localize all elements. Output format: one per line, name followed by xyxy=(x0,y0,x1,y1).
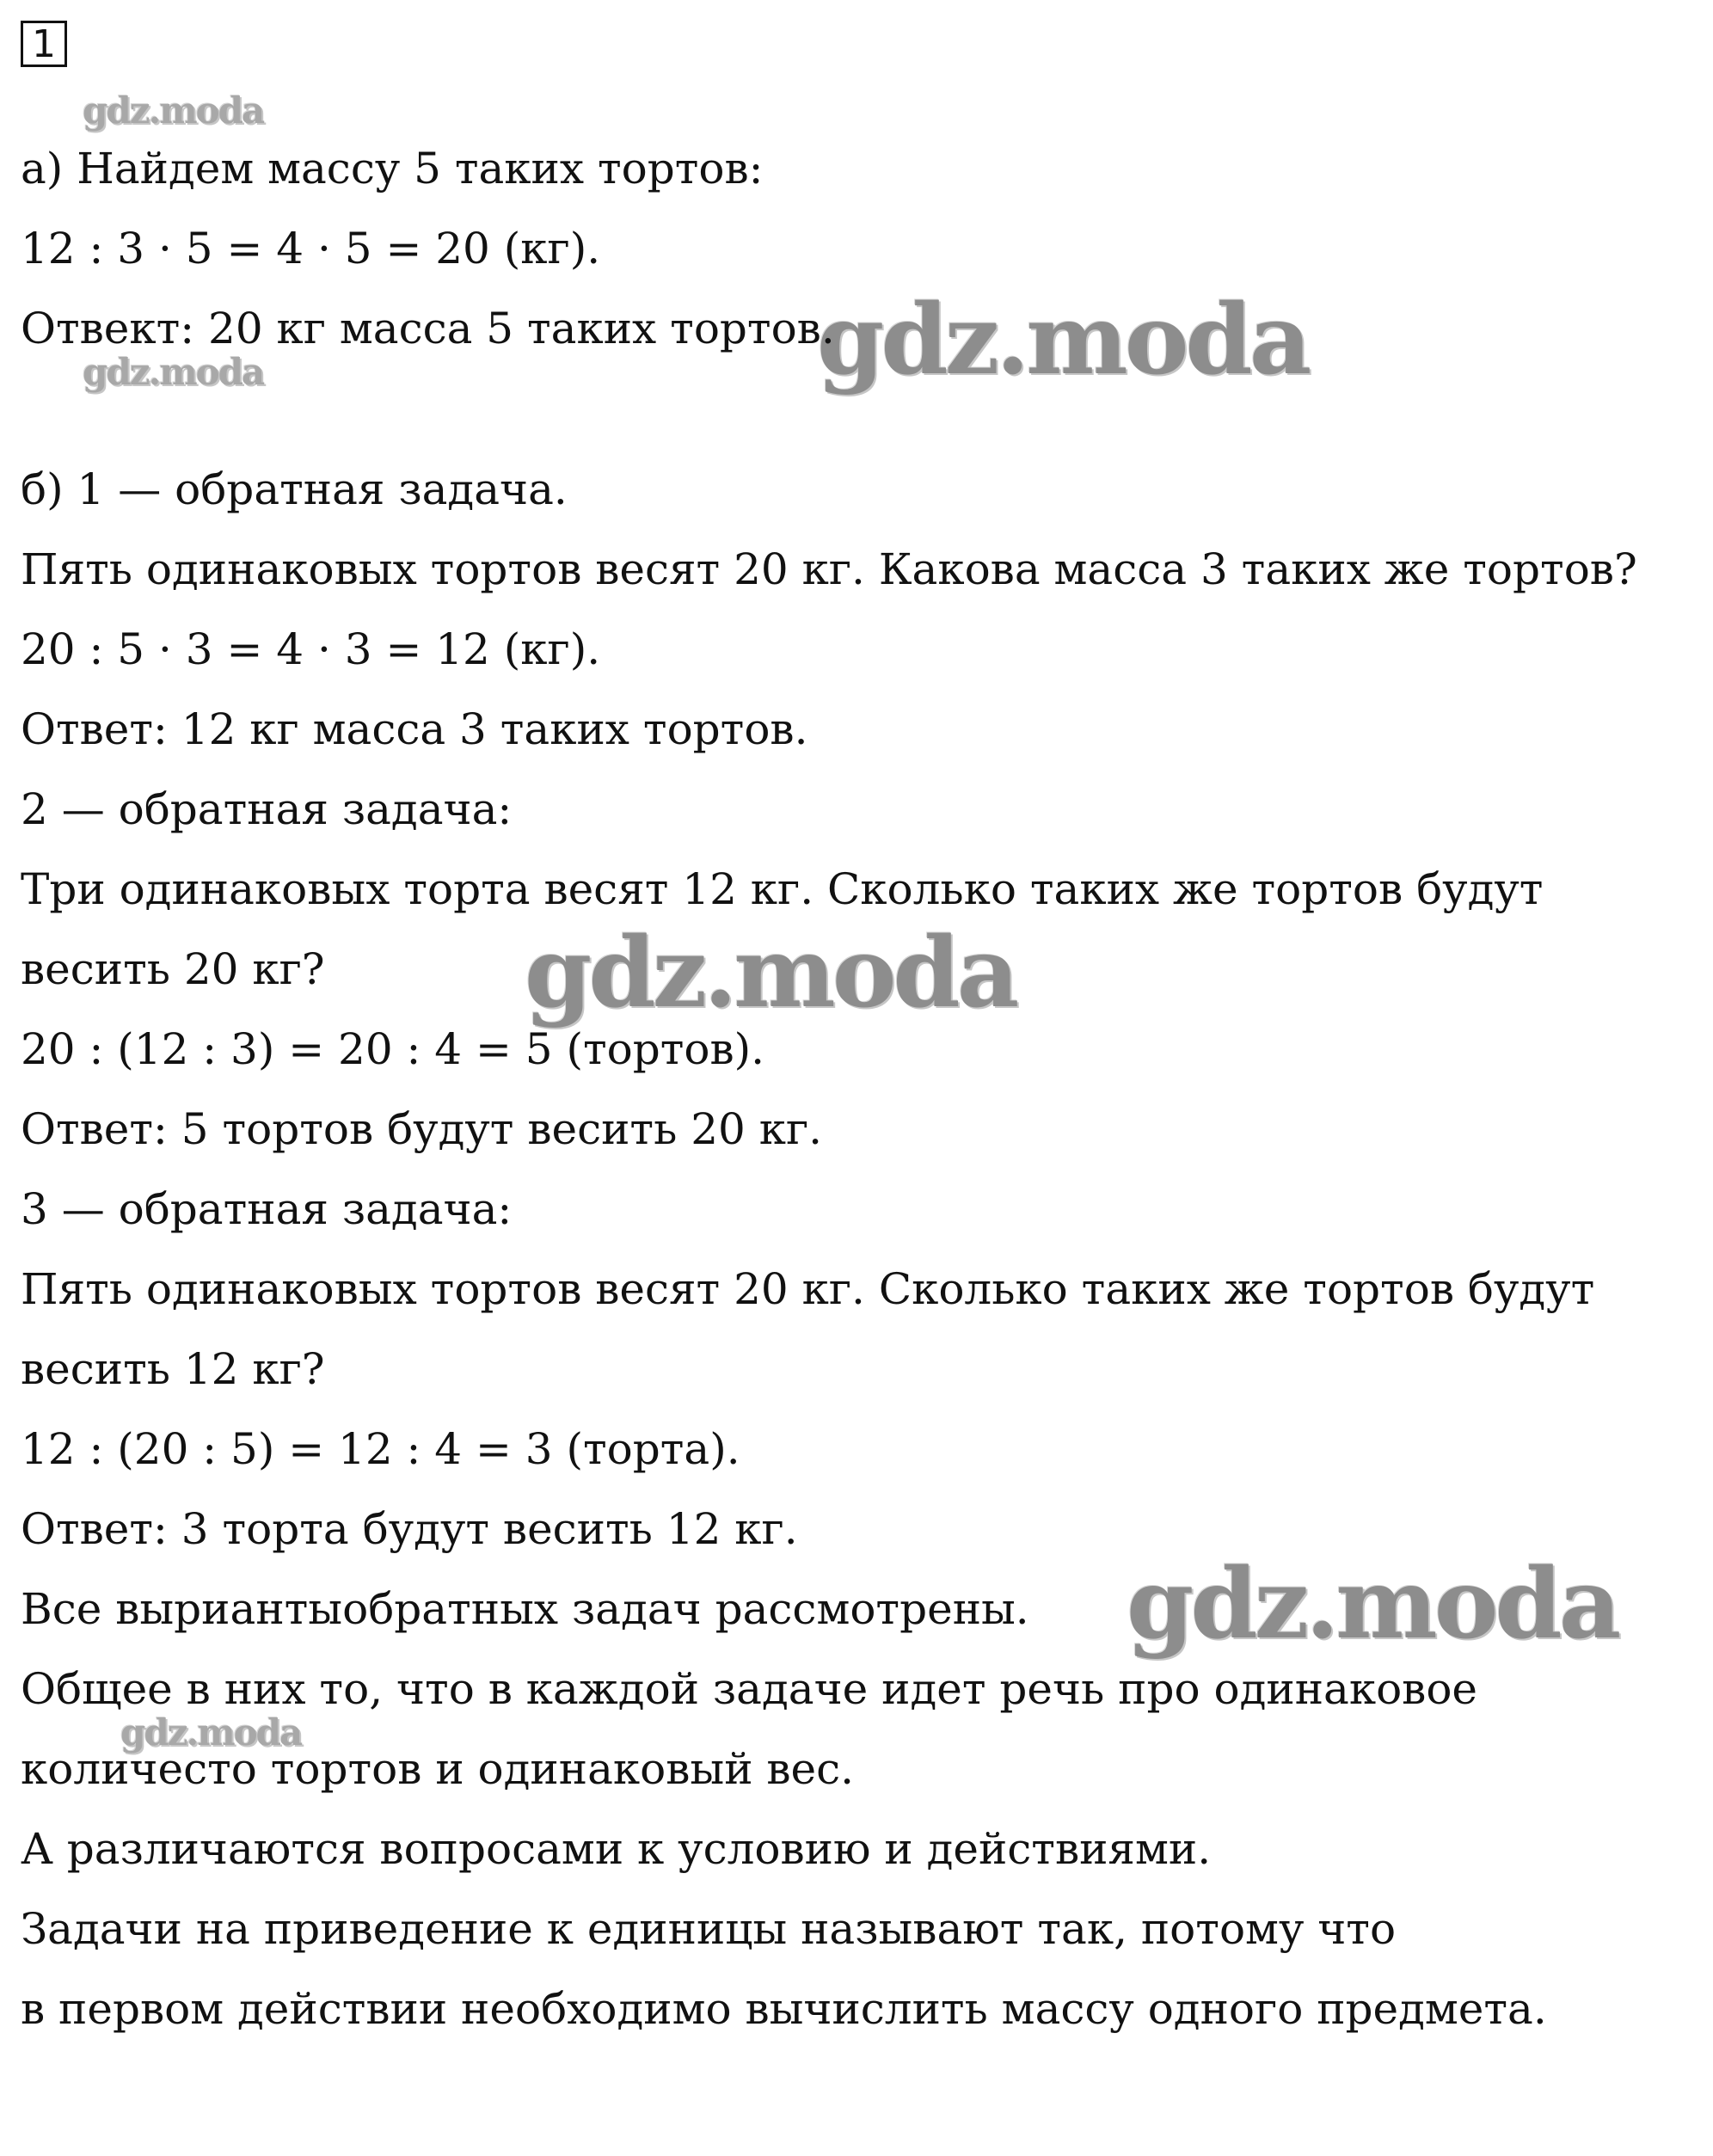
text-line: количесто тортов и одинаковый вес. xyxy=(21,1744,855,1794)
text-line: 20 : 5 · 3 = 4 · 3 = 12 (кг). xyxy=(21,624,601,674)
task-number-box: 1 xyxy=(21,21,67,67)
text-line: Пять одинаковых тортов весят 20 кг. Какова масса 3 таких же тортов? xyxy=(21,544,1637,594)
text-line: Ответ: 12 кг масса 3 таких тортов. xyxy=(21,704,808,754)
text-line: 12 : 3 · 5 = 4 · 5 = 20 (кг). xyxy=(21,224,601,273)
text-line: 12 : (20 : 5) = 12 : 4 = 3 (торта). xyxy=(21,1424,740,1474)
watermark: gdz.moda xyxy=(1127,1548,1618,1661)
text-line: 20 : (12 : 3) = 20 : 4 = 5 (тортов). xyxy=(21,1024,765,1074)
text-line: весить 20 кг? xyxy=(21,944,325,994)
text-line: Отвект: 20 кг масса 5 таких тортов. xyxy=(21,304,835,353)
text-line: 3 — обратная задача: xyxy=(21,1184,513,1234)
watermark: gdz.moda xyxy=(83,351,264,393)
text-line: Пять одинаковых тортов весят 20 кг. Сколько таких же тортов будут xyxy=(21,1264,1595,1314)
watermark: gdz.moda xyxy=(120,1711,302,1754)
watermark: gdz.moda xyxy=(83,89,264,132)
text-line: а) Найдем массу 5 таких тортов: xyxy=(21,144,764,193)
text-line: Ответ: 3 торта будут весить 12 кг. xyxy=(21,1504,798,1554)
text-line: Общее в них то, что в каждой задаче идет речь про одинаковое xyxy=(21,1664,1478,1714)
text-line: Три одинаковых торта весят 12 кг. Сколько таких же тортов будут xyxy=(21,864,1544,914)
text-line: б) 1 — обратная задача. xyxy=(21,464,568,514)
text-line: Задачи на приведение к единицы называют так, потому что xyxy=(21,1904,1397,1954)
text-line: весить 12 кг? xyxy=(21,1344,325,1394)
watermark: gdz.moda xyxy=(525,917,1016,1029)
text-line: Все выриантыобратных задач рассмотрены. xyxy=(21,1584,1029,1634)
watermark: gdz.moda xyxy=(817,284,1309,396)
text-line: в первом действии необходимо вычислить массу одного предмета. xyxy=(21,1984,1547,2034)
text-line: Ответ: 5 тортов будут весить 20 кг. xyxy=(21,1104,823,1154)
text-line: А различаются вопросами к условию и действиями. xyxy=(21,1824,1212,1874)
text-line: 2 — обратная задача: xyxy=(21,784,513,834)
